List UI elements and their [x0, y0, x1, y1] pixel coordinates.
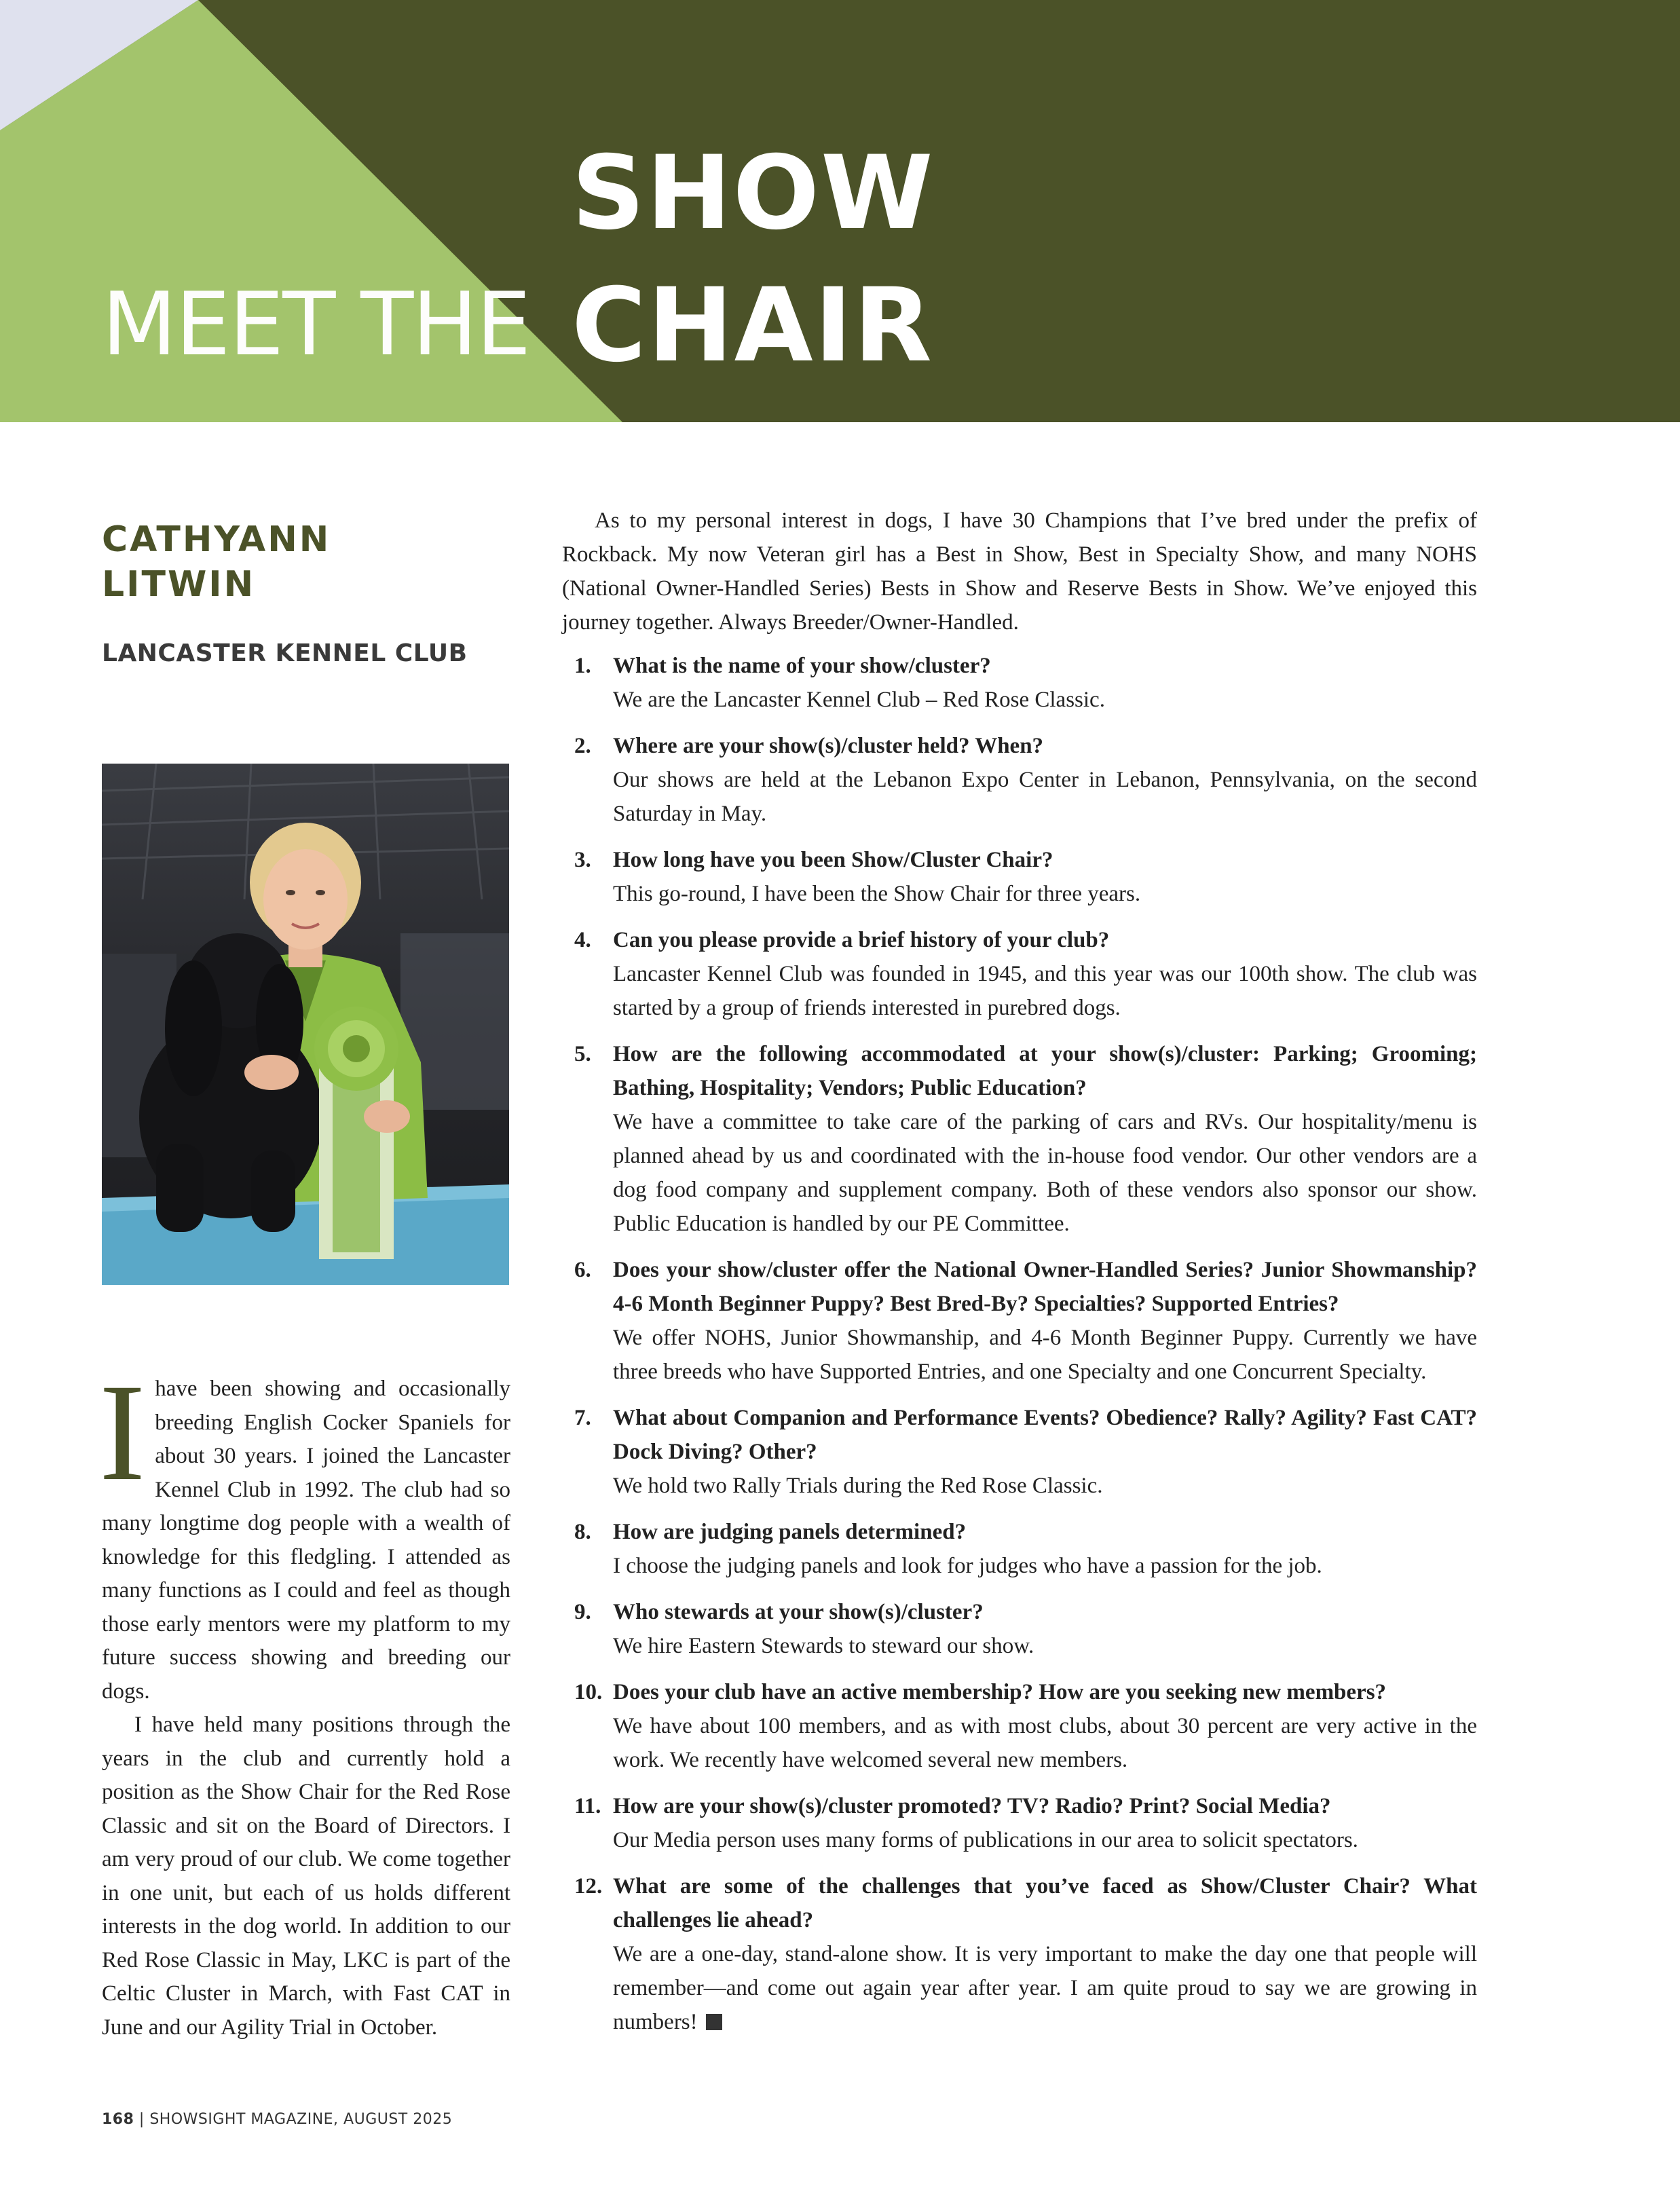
question: How are judging panels determined? [613, 1520, 967, 1544]
question-number: 1. [574, 654, 591, 678]
footer-separator: | [134, 2111, 150, 2128]
answer: We have a committee to take care of the parking of cars and RVs. Our hospitality/menu is planned ahead by us and coordinated with the in-house food vendor. Our other vendors are a dog food company and supplement company. Both of these vendors also sponsor our show. Public Education is handled by our PE Committee. [613, 1110, 1477, 1236]
qa-item [562, 1401, 1477, 1503]
question-number: 11. [574, 1794, 601, 1818]
question-number: 10. [574, 1680, 603, 1704]
answer: We have about 100 members, and as with most clubs, about 30 percent are very active in the work. We recently have welcomed several new members. [613, 1714, 1477, 1772]
intro-paragraph-1 [99, 1355, 510, 1708]
intro-paragraph-2: I have held many positions through the years in the club and currently hold a position as the Show Chair for the Red Rose Classic and sit on the Board of Directors. I am very proud of our club. We come together in one unit, but each of us holds different interests in the dog world. In addition to our Red Rose Classic in May, LKC is part of the Celtic Cluster in March, with Fast CAT in June and our Agility Trial in October. [102, 1713, 510, 2040]
question-number: 5. [574, 1042, 591, 1066]
page-footer [102, 2111, 452, 2128]
qa-list [562, 649, 1477, 2039]
intro-text [99, 1355, 510, 2044]
title-line-1: SHOW [572, 134, 935, 252]
photo-illustration [102, 764, 509, 1285]
answer [613, 1937, 1477, 2039]
question-number: 7. [574, 1406, 591, 1430]
question-number: 3. [574, 848, 591, 872]
title-line-2: CHAIR [572, 267, 934, 385]
publication-name: SHOWSIGHT MAGAZINE, AUGUST 2025 [149, 2111, 453, 2128]
answer: We offer NOHS, Junior Showmanship, and 4-6 Month Beginner Puppy. Currently we have three breeds who have Supported Entries, and one Specialty and one Concurrent Specialty. [613, 1326, 1477, 1384]
club-name: LANCASTER KENNEL CLUB [102, 639, 468, 667]
header-banner [0, 0, 1680, 422]
question: How are the following accommodated at your show(s)/cluster: Parking; Grooming; Bathing, Hospitality; Vendors; Public Education? [613, 1042, 1477, 1100]
question: How are your show(s)/cluster promoted? TV? Radio? Print? Social Media? [613, 1794, 1331, 1818]
question-number: 12. [574, 1874, 603, 1898]
question: What about Companion and Performance Events? Obedience? Rally? Agility? Fast CAT? Dock Diving? Other? [613, 1406, 1477, 1464]
answer: Lancaster Kennel Club was founded in 1945, and this year was our 100th show. The club was started by a group of friends interested in purebred dogs. [613, 962, 1477, 1020]
question-number: 2. [574, 734, 591, 758]
question: Does your show/cluster offer the National Owner-Handled Series? Junior Showmanship? 4-6 Month Beginner Puppy? Best Bred-By? Specialties? Supported Entries? [613, 1258, 1477, 1316]
answer: We are the Lancaster Kennel Club – Red Rose Classic. [613, 688, 1105, 712]
question: What is the name of your show/cluster? [613, 654, 991, 678]
question-number: 6. [574, 1258, 591, 1282]
answer: We hold two Rally Trials during the Red Rose Classic. [613, 1474, 1103, 1498]
qa-item [562, 923, 1477, 1025]
end-mark-icon [706, 2014, 722, 2030]
question: Does your club have an active membership? How are you seeking new members? [613, 1680, 1387, 1704]
question-number: 8. [574, 1520, 591, 1544]
answer: Our shows are held at the Lebanon Expo Center in Lebanon, Pennsylvania, on the second Saturday in May. [613, 768, 1477, 826]
page-number: 168 [102, 2111, 134, 2128]
question: Can you please provide a brief history of your club? [613, 928, 1110, 952]
answer-text: We are a one-day, stand-alone show. It is very important to make the day one that people will remember—and come out again year after year. I am quite proud to say we are growing in numbers! [613, 1942, 1477, 2034]
qa-item [562, 843, 1477, 911]
chair-name [102, 517, 512, 607]
drop-cap: I [99, 1355, 146, 1510]
profile-block [102, 475, 512, 667]
interview-column [562, 504, 1477, 2051]
chair-photo [102, 764, 509, 1285]
qa-item [562, 1869, 1477, 2039]
qa-item [562, 1675, 1477, 1777]
qa-item [562, 1253, 1477, 1389]
qa-item [562, 1595, 1477, 1663]
chair-name-last: LITWIN [102, 564, 256, 605]
question: Where are your show(s)/cluster held? When? [613, 734, 1044, 758]
answer: Our Media person uses many forms of publications in our area to solicit spectators. [613, 1828, 1358, 1852]
question-number: 4. [574, 928, 591, 952]
question-number: 9. [574, 1600, 591, 1624]
qa-item [562, 1515, 1477, 1583]
qa-item [562, 1789, 1477, 1857]
answer: This go-round, I have been the Show Chair for three years. [613, 882, 1141, 906]
qa-item [562, 1037, 1477, 1241]
question: How long have you been Show/Cluster Chair? [613, 848, 1053, 872]
qa-item [562, 729, 1477, 831]
question: What are some of the challenges that you’ve faced as Show/Cluster Chair? What challenges lie ahead? [613, 1874, 1477, 1932]
intro-paragraph-1-text: have been showing and occasionally breeding English Cocker Spaniels for about 30 years. I joined the Lancaster Kennel Club in 1992. The club had so many longtime dog people with a wealth of knowledge for this fledgling. I attended as many functions as I could and feel as though those early mentors were my platform to my future success showing and breeding our dogs. [102, 1377, 510, 1704]
chair-name-first: CATHYANN [102, 519, 331, 560]
qa-item [562, 649, 1477, 717]
answer: I choose the judging panels and look for judges who have a passion for the job. [613, 1554, 1322, 1578]
answer: We hire Eastern Stewards to steward our show. [613, 1634, 1034, 1658]
kicker-text: MEET THE [102, 274, 530, 375]
lead-paragraph: As to my personal interest in dogs, I have 30 Champions that I’ve bred under the prefix of Rockback. My now Veteran girl has a Best in Show, Best in Specialty Show, and many NOHS (National Owner-Handled Series) Bests in Show and Reserve Bests in Show. We’ve enjoyed this journey together. Always Breeder/Owner-Handled. [562, 508, 1477, 635]
question: Who stewards at your show(s)/cluster? [613, 1600, 984, 1624]
